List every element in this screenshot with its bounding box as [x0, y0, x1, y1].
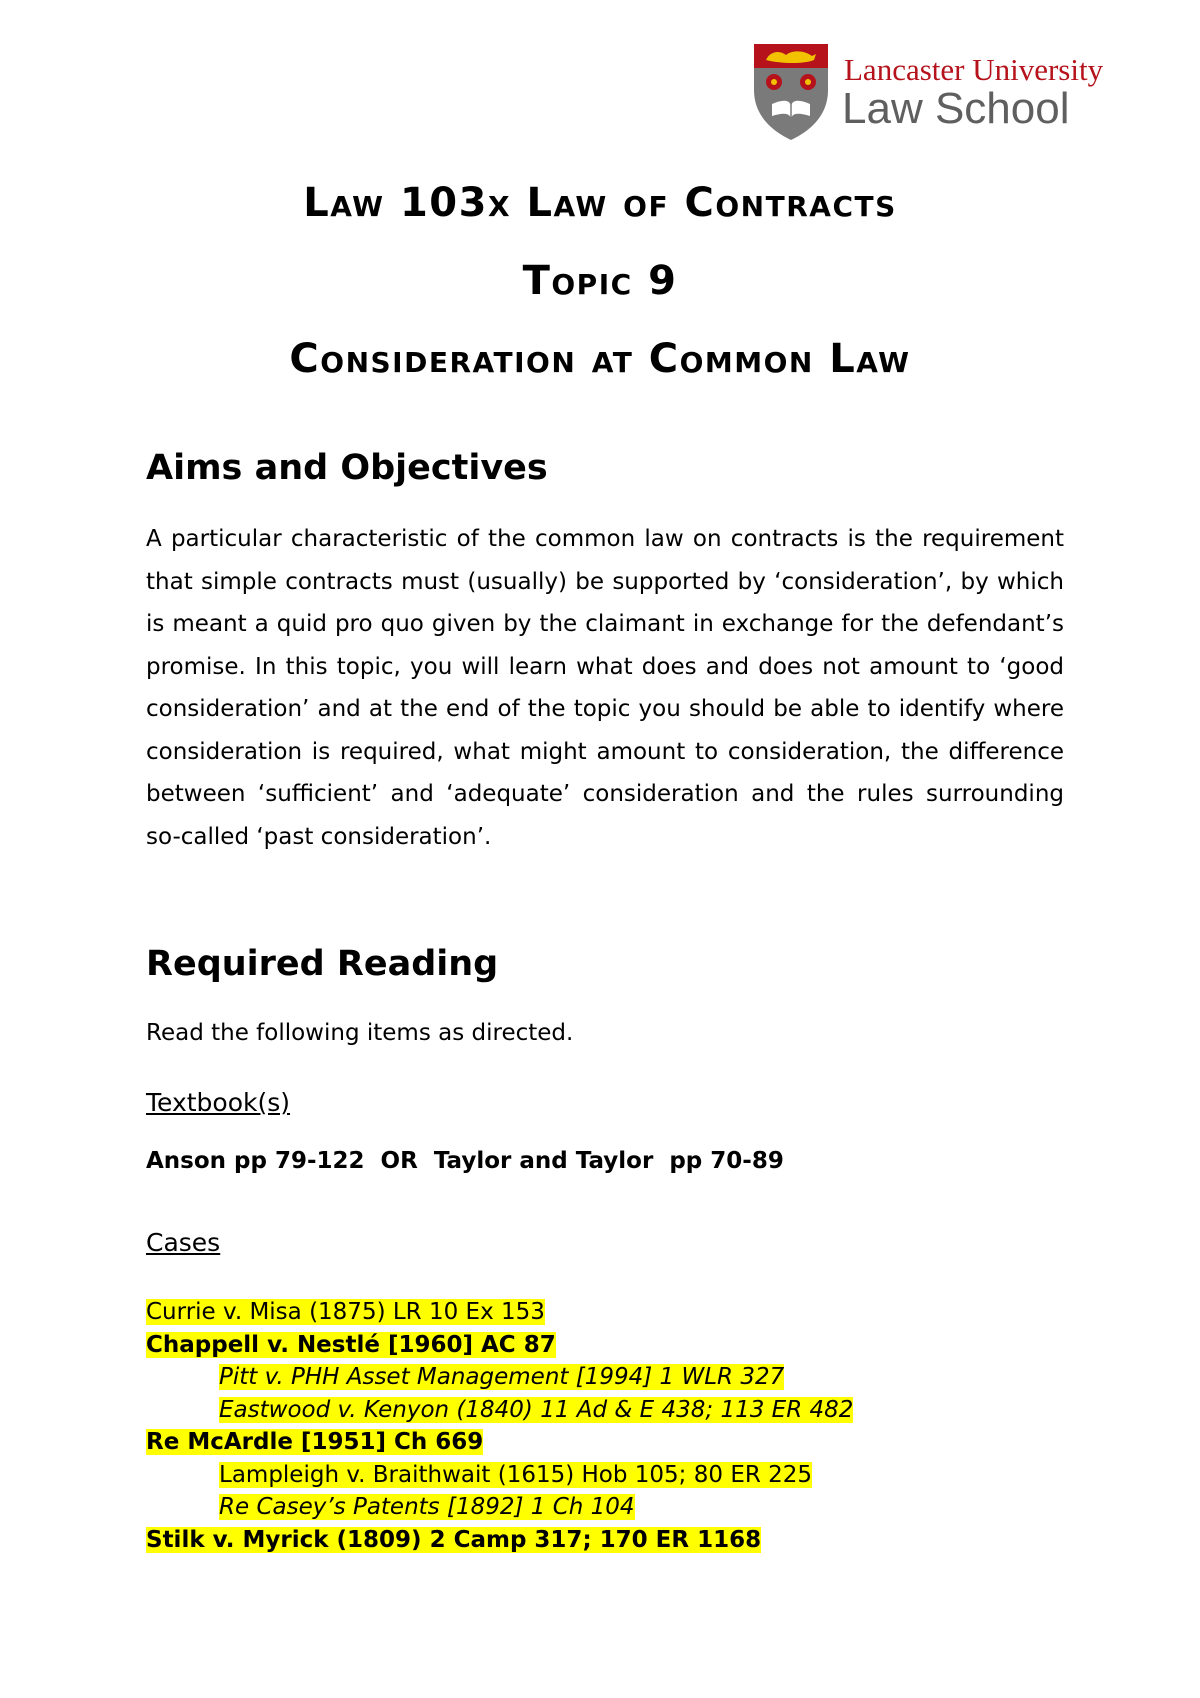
topic-title: Consideration at Common Law [289, 336, 911, 382]
cases-label: Cases [146, 1228, 221, 1257]
case-item: Pitt v. PHH Asset Management [1994] 1 WLR 327 [219, 1364, 785, 1390]
case-item: Lampleigh v. Braithwait (1615) Hob 105; 80 ER 225 [219, 1461, 813, 1488]
required-reading-heading: Required Reading [146, 944, 499, 984]
lancaster-crest-icon [752, 42, 830, 142]
case-item: Stilk v. Myrick (1809) 2 Camp 317; 170 ER 1168 [146, 1526, 762, 1553]
cases-list [146, 1296, 1146, 1556]
case-item: Chappell v. Nestlé [1960] AC 87 [146, 1331, 556, 1358]
case-item: Currie v. Misa (1875) LR 10 Ex 153 [146, 1299, 545, 1325]
university-name: Lancaster University [844, 52, 1104, 87]
university-logo [752, 42, 1132, 142]
aims-heading: Aims and Objectives [146, 448, 548, 488]
case-item: Re McArdle [1951] Ch 669 [146, 1429, 484, 1455]
topic-number: Topic 9 [522, 258, 678, 304]
case-item: Re Casey’s Patents [1892] 1 Ch 104 [219, 1494, 635, 1520]
textbooks-label: Textbook(s) [146, 1088, 291, 1117]
course-title: Law 103x Law of Contracts [303, 180, 897, 226]
reading-intro: Read the following items as directed. [146, 1020, 574, 1046]
case-item: Eastwood v. Kenyon (1840) 11 Ad & E 438; 113 ER 482 [219, 1396, 854, 1423]
school-name: Law School [842, 84, 1070, 133]
textbook-reference: Anson pp 79-122 OR Taylor and Taylor pp 70-89 [146, 1148, 784, 1174]
aims-paragraph: A particular characteristic of the common law on contracts is the requirement that simple contracts must (usually) be supported by ‘consideration’, by which is meant a quid pro quo given by the claimant in exchange for the defendant’s promise. In this topic, you will learn what does and does not amount to ‘good consideration’ and at the end of the topic you should be able to identify where consideration is required, what might amount to consideration, the difference between ‘sufficient’ and ‘adequate’ consideration and the rules surrounding so-called ‘past consideration’. [146, 526, 1064, 850]
